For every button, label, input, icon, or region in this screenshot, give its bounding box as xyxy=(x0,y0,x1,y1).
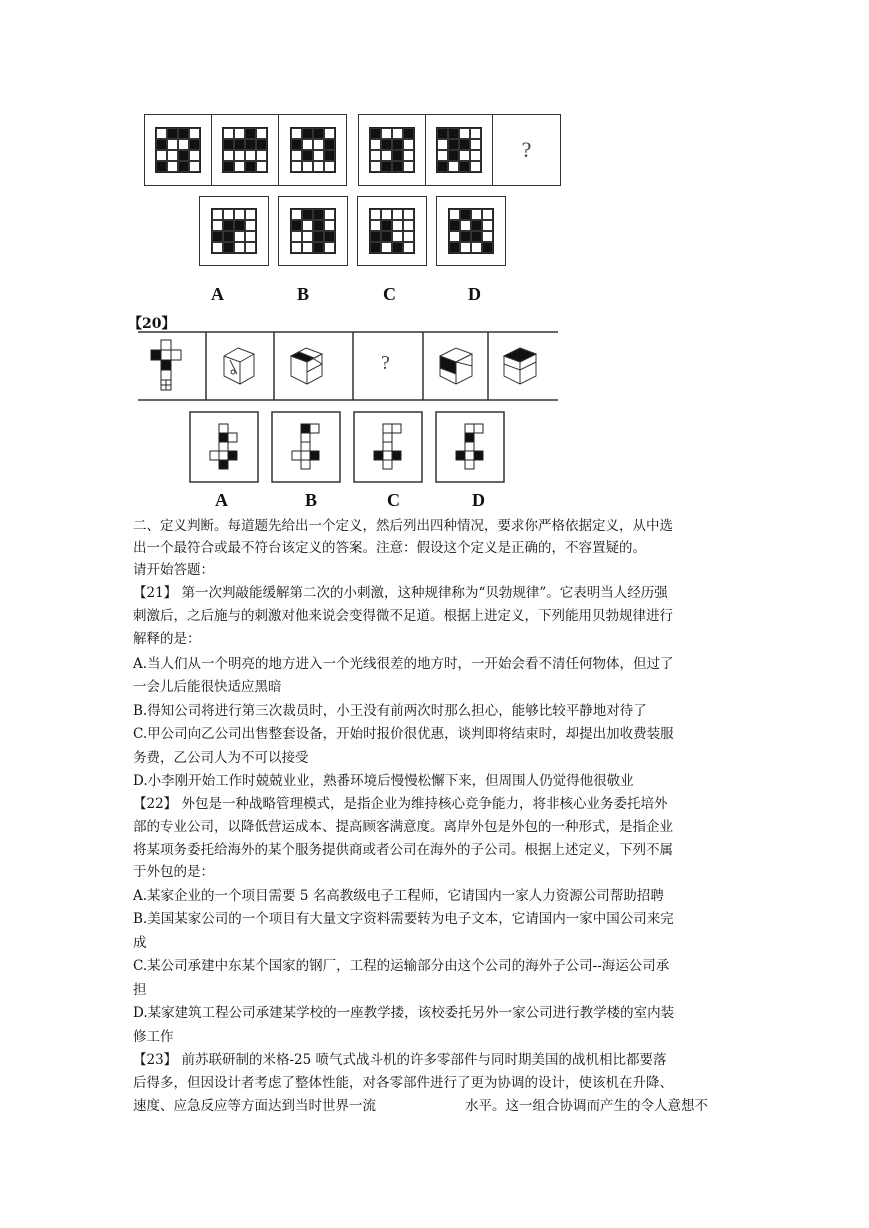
grid-cell xyxy=(370,231,381,242)
q19-option-d-figure xyxy=(436,196,506,266)
grid-cell xyxy=(324,209,335,220)
grid-cell xyxy=(234,161,245,172)
grid-cell xyxy=(370,139,381,150)
grid-cell xyxy=(313,242,324,253)
q21-option-c-line-2: 务费，乙公司人为不可以接受 xyxy=(133,750,309,766)
grid-cell xyxy=(212,220,223,231)
q20-option-c-label: C xyxy=(387,490,400,510)
grid-cell xyxy=(448,150,459,161)
grid-cell xyxy=(381,139,392,150)
grid-cell xyxy=(392,231,403,242)
grid-cell xyxy=(156,128,167,139)
grid-cell xyxy=(448,128,459,139)
grid-cell xyxy=(234,150,245,161)
q20-option-d-label: D xyxy=(472,490,485,510)
q20-option-b-label: B xyxy=(305,490,318,510)
grid-cell xyxy=(324,139,335,150)
grid-cell xyxy=(234,231,245,242)
grid-cell xyxy=(223,139,234,150)
q21-option-d: D.小李刚开始工作时兢兢业业，熟番环境后慢慢松懈下来，但周围人仍觉得他很敬业 xyxy=(133,773,634,789)
grid-cell xyxy=(460,231,471,242)
grid-cell xyxy=(302,209,313,220)
grid-cell xyxy=(245,139,256,150)
grid-cell xyxy=(459,150,470,161)
grid-cell xyxy=(324,231,335,242)
q19-option-d-label: D xyxy=(468,284,481,304)
grid-cell xyxy=(223,231,234,242)
grid-cell xyxy=(470,139,481,150)
grid-cell xyxy=(324,220,335,231)
q19-sequence-right xyxy=(358,114,561,186)
grid-cell xyxy=(392,128,403,139)
grid-cell xyxy=(437,139,448,150)
grid-cell xyxy=(212,242,223,253)
grid-cell xyxy=(403,161,414,172)
grid-cell xyxy=(234,139,245,150)
q19-question-cell xyxy=(493,115,560,185)
grid-cell xyxy=(403,209,414,220)
grid-cell xyxy=(448,139,459,150)
q22-option-b-line-1: B.美国某家公司的一个项目有大量文字资料需要转为电子文本，它请国内一家中国公司来完 xyxy=(133,911,674,927)
q19-figure-1 xyxy=(145,115,212,185)
q21-stem-line-3: 解释的是： xyxy=(133,631,201,647)
grid-cell xyxy=(223,161,234,172)
grid-cell xyxy=(392,220,403,231)
grid-cell xyxy=(460,220,471,231)
q21-stem-line-1: 【21】 第一次判敲能缓解第二次的小刺激，这种规律称为“贝勃规律”。它表明当人经历强 xyxy=(133,585,668,601)
grid-cell xyxy=(178,161,189,172)
grid-cell xyxy=(223,128,234,139)
section-instruction-line-2: 出一个最符合或最不符台该定义的答案。注意：假设这个定义是正确的，不容置疑的。 xyxy=(133,540,646,556)
q22-stem-line-4: 于外包的是： xyxy=(133,864,214,880)
q20-tag: 【20】 xyxy=(128,316,176,332)
grid-cell xyxy=(156,139,167,150)
grid-cell xyxy=(302,161,313,172)
grid-cell xyxy=(370,220,381,231)
grid-cell xyxy=(471,242,482,253)
grid-cell xyxy=(245,220,256,231)
grid-cell xyxy=(392,139,403,150)
grid-cell xyxy=(302,128,313,139)
grid-cell xyxy=(256,128,267,139)
grid-cell xyxy=(178,139,189,150)
grid-cell xyxy=(381,209,392,220)
grid-cell xyxy=(459,128,470,139)
grid-cell xyxy=(449,242,460,253)
grid-cell xyxy=(302,242,313,253)
grid-cell xyxy=(245,209,256,220)
grid-cell xyxy=(381,231,392,242)
grid-cell xyxy=(291,128,302,139)
q19-option-a-figure xyxy=(199,196,269,266)
grid-cell xyxy=(392,242,403,253)
q21-option-a-line-1: A.当人们从一个明亮的地方进入一个光线很差的地方时，一开始会看不清任何物体，但过了 xyxy=(133,656,674,672)
grid-cell xyxy=(324,128,335,139)
q23-stem-line-3-continued: 水平。这一组合协调而产生的令人意想不 xyxy=(465,1098,708,1114)
grid-cell xyxy=(313,128,324,139)
grid-cell xyxy=(167,128,178,139)
grid-cell xyxy=(482,231,493,242)
q22-stem-line-1: 【22】 外包是一种战略管理模式，是指企业为维持核心竞争能力，将非核心业务委托培外 xyxy=(133,796,668,812)
grid-cell xyxy=(403,242,414,253)
grid-cell xyxy=(403,128,414,139)
q22-stem-line-2: 部的专业公司，以降低营运成本、提高顾客满意度。离岸外包是外包的一种形式，是指企业 xyxy=(133,819,673,835)
grid-cell xyxy=(471,220,482,231)
q19-option-a-label: A xyxy=(211,284,224,304)
grid-cell xyxy=(212,209,223,220)
grid-cell xyxy=(167,150,178,161)
grid-cell xyxy=(212,231,223,242)
grid-cell xyxy=(470,150,481,161)
q20-question-mark: ? xyxy=(381,352,390,374)
grid-cell xyxy=(370,128,381,139)
grid-cell xyxy=(234,220,245,231)
q23-stem-line-3: 速度、应急反应等方面达到当时世界一流 xyxy=(133,1098,376,1114)
grid-cell xyxy=(324,242,335,253)
q19-sequence-left xyxy=(144,114,347,186)
q23-stem-line-2: 后得多，但因设计者考虑了整体性能，对各零部件进行了更为协调的设计，使该机在升降、 xyxy=(133,1075,673,1091)
grid-cell xyxy=(482,242,493,253)
grid-cell xyxy=(403,220,414,231)
grid-cell xyxy=(370,161,381,172)
q19-question-mark: ? xyxy=(521,137,532,162)
grid-cell xyxy=(392,150,403,161)
grid-cell xyxy=(245,161,256,172)
grid-cell xyxy=(381,161,392,172)
grid-cell xyxy=(302,150,313,161)
grid-cell xyxy=(381,150,392,161)
q19-figure-2 xyxy=(212,115,279,185)
grid-cell xyxy=(448,161,459,172)
grid-cell xyxy=(313,231,324,242)
grid-cell xyxy=(291,150,302,161)
grid-cell xyxy=(156,150,167,161)
grid-cell xyxy=(245,128,256,139)
grid-cell xyxy=(302,139,313,150)
section-instruction-line-1: 二、定义判断。每道题先给出一个定义，然后列出四种情况，要求你严格依据定义，从中选 xyxy=(133,518,673,534)
q19-option-b-figure xyxy=(278,196,348,266)
grid-cell xyxy=(482,209,493,220)
grid-cell xyxy=(459,139,470,150)
grid-cell xyxy=(167,139,178,150)
q23-stem-line-1: 【23】 前苏联研制的米格-25 喷气式战斗机的许多零部件与同时期美国的战机相比都要落 xyxy=(133,1052,667,1068)
q22-option-b-line-2: 成 xyxy=(133,935,147,951)
grid-cell xyxy=(256,161,267,172)
grid-cell xyxy=(449,220,460,231)
grid-cell xyxy=(189,161,200,172)
grid-cell xyxy=(370,150,381,161)
grid-cell xyxy=(437,150,448,161)
grid-cell xyxy=(189,139,200,150)
q22-option-c-line-1: C.某公司承建中东某个国家的钢厂，工程的运输部分由这个公司的海外子公司--海运公司承 xyxy=(133,958,670,974)
q19-figure-3 xyxy=(279,115,346,185)
grid-cell xyxy=(291,231,302,242)
grid-cell xyxy=(313,150,324,161)
grid-cell xyxy=(460,242,471,253)
grid-cell xyxy=(234,209,245,220)
grid-cell xyxy=(392,209,403,220)
grid-cell xyxy=(370,242,381,253)
grid-cell xyxy=(291,242,302,253)
q21-stem-line-2: 刺激后，之后施与的刺激对他来说会变得微不足道。根据上进定义，下列能用贝勃规律进行 xyxy=(133,608,673,624)
grid-cell xyxy=(459,161,470,172)
q22-stem-line-3: 将某项务委托给海外的某个服务提供商或者公司在海外的子公司。根据上述定义，下列不属 xyxy=(133,842,673,858)
q22-option-d-line-2: 修工作 xyxy=(133,1029,174,1045)
grid-cell xyxy=(449,231,460,242)
grid-cell xyxy=(482,220,493,231)
grid-cell xyxy=(449,209,460,220)
grid-cell xyxy=(223,150,234,161)
grid-cell xyxy=(245,150,256,161)
q20-options-figure xyxy=(188,408,508,486)
q22-option-d-line-1: D.某家建筑工程公司承建某学校的一座教学搂，该校委托另外一家公司进行教学楼的室内装 xyxy=(133,1005,675,1021)
section-instruction-line-3: 请开始答题： xyxy=(133,562,214,578)
grid-cell xyxy=(381,220,392,231)
grid-cell xyxy=(302,220,313,231)
grid-cell xyxy=(189,128,200,139)
grid-cell xyxy=(437,128,448,139)
grid-cell xyxy=(189,150,200,161)
grid-cell xyxy=(256,139,267,150)
grid-cell xyxy=(313,220,324,231)
grid-cell xyxy=(178,128,189,139)
q20-option-a-label: A xyxy=(215,490,228,510)
grid-cell xyxy=(471,209,482,220)
grid-cell xyxy=(291,139,302,150)
q19-option-b-label: B xyxy=(297,284,310,304)
grid-cell xyxy=(403,231,414,242)
grid-cell xyxy=(470,128,481,139)
q21-option-a-line-2: 一会儿后能很快适应黑暗 xyxy=(133,679,282,695)
grid-cell xyxy=(167,161,178,172)
grid-cell xyxy=(234,128,245,139)
grid-cell xyxy=(370,209,381,220)
grid-cell xyxy=(460,209,471,220)
grid-cell xyxy=(234,242,245,253)
grid-cell xyxy=(324,150,335,161)
q19-option-c-figure xyxy=(357,196,427,266)
q22-option-c-line-2: 担 xyxy=(133,982,147,998)
grid-cell xyxy=(381,242,392,253)
grid-cell xyxy=(471,231,482,242)
q19-option-c-label: C xyxy=(383,284,396,304)
grid-cell xyxy=(313,139,324,150)
grid-cell xyxy=(178,150,189,161)
grid-cell xyxy=(291,209,302,220)
grid-cell xyxy=(313,209,324,220)
grid-cell xyxy=(313,161,324,172)
grid-cell xyxy=(223,209,234,220)
q20-sequence-figure xyxy=(138,330,558,402)
q21-option-b: B.得知公司将进行第三次裁员时，小王没有前两次时那么担心，能够比较平静地对待了 xyxy=(133,703,647,719)
grid-cell xyxy=(245,231,256,242)
grid-cell xyxy=(223,220,234,231)
grid-cell xyxy=(245,242,256,253)
grid-cell xyxy=(291,161,302,172)
q19-figure-5 xyxy=(426,115,493,185)
q19-figure-4 xyxy=(359,115,426,185)
grid-cell xyxy=(381,128,392,139)
grid-cell xyxy=(437,161,448,172)
grid-cell xyxy=(403,139,414,150)
grid-cell xyxy=(403,150,414,161)
grid-cell xyxy=(156,161,167,172)
grid-cell xyxy=(223,242,234,253)
grid-cell xyxy=(324,161,335,172)
grid-cell xyxy=(302,231,313,242)
grid-cell xyxy=(470,161,481,172)
q21-option-c-line-1: C.甲公司向乙公司出售整套设备，开始时报价很优惠，谈判即将结束时，却提出加收费装服 xyxy=(133,726,674,742)
grid-cell xyxy=(392,161,403,172)
q22-option-a: A.某家企业的一个项目需要 5 名高教级电子工程师，它请国内一家人力资源公司帮助招聘 xyxy=(133,888,664,904)
grid-cell xyxy=(256,150,267,161)
grid-cell xyxy=(291,220,302,231)
